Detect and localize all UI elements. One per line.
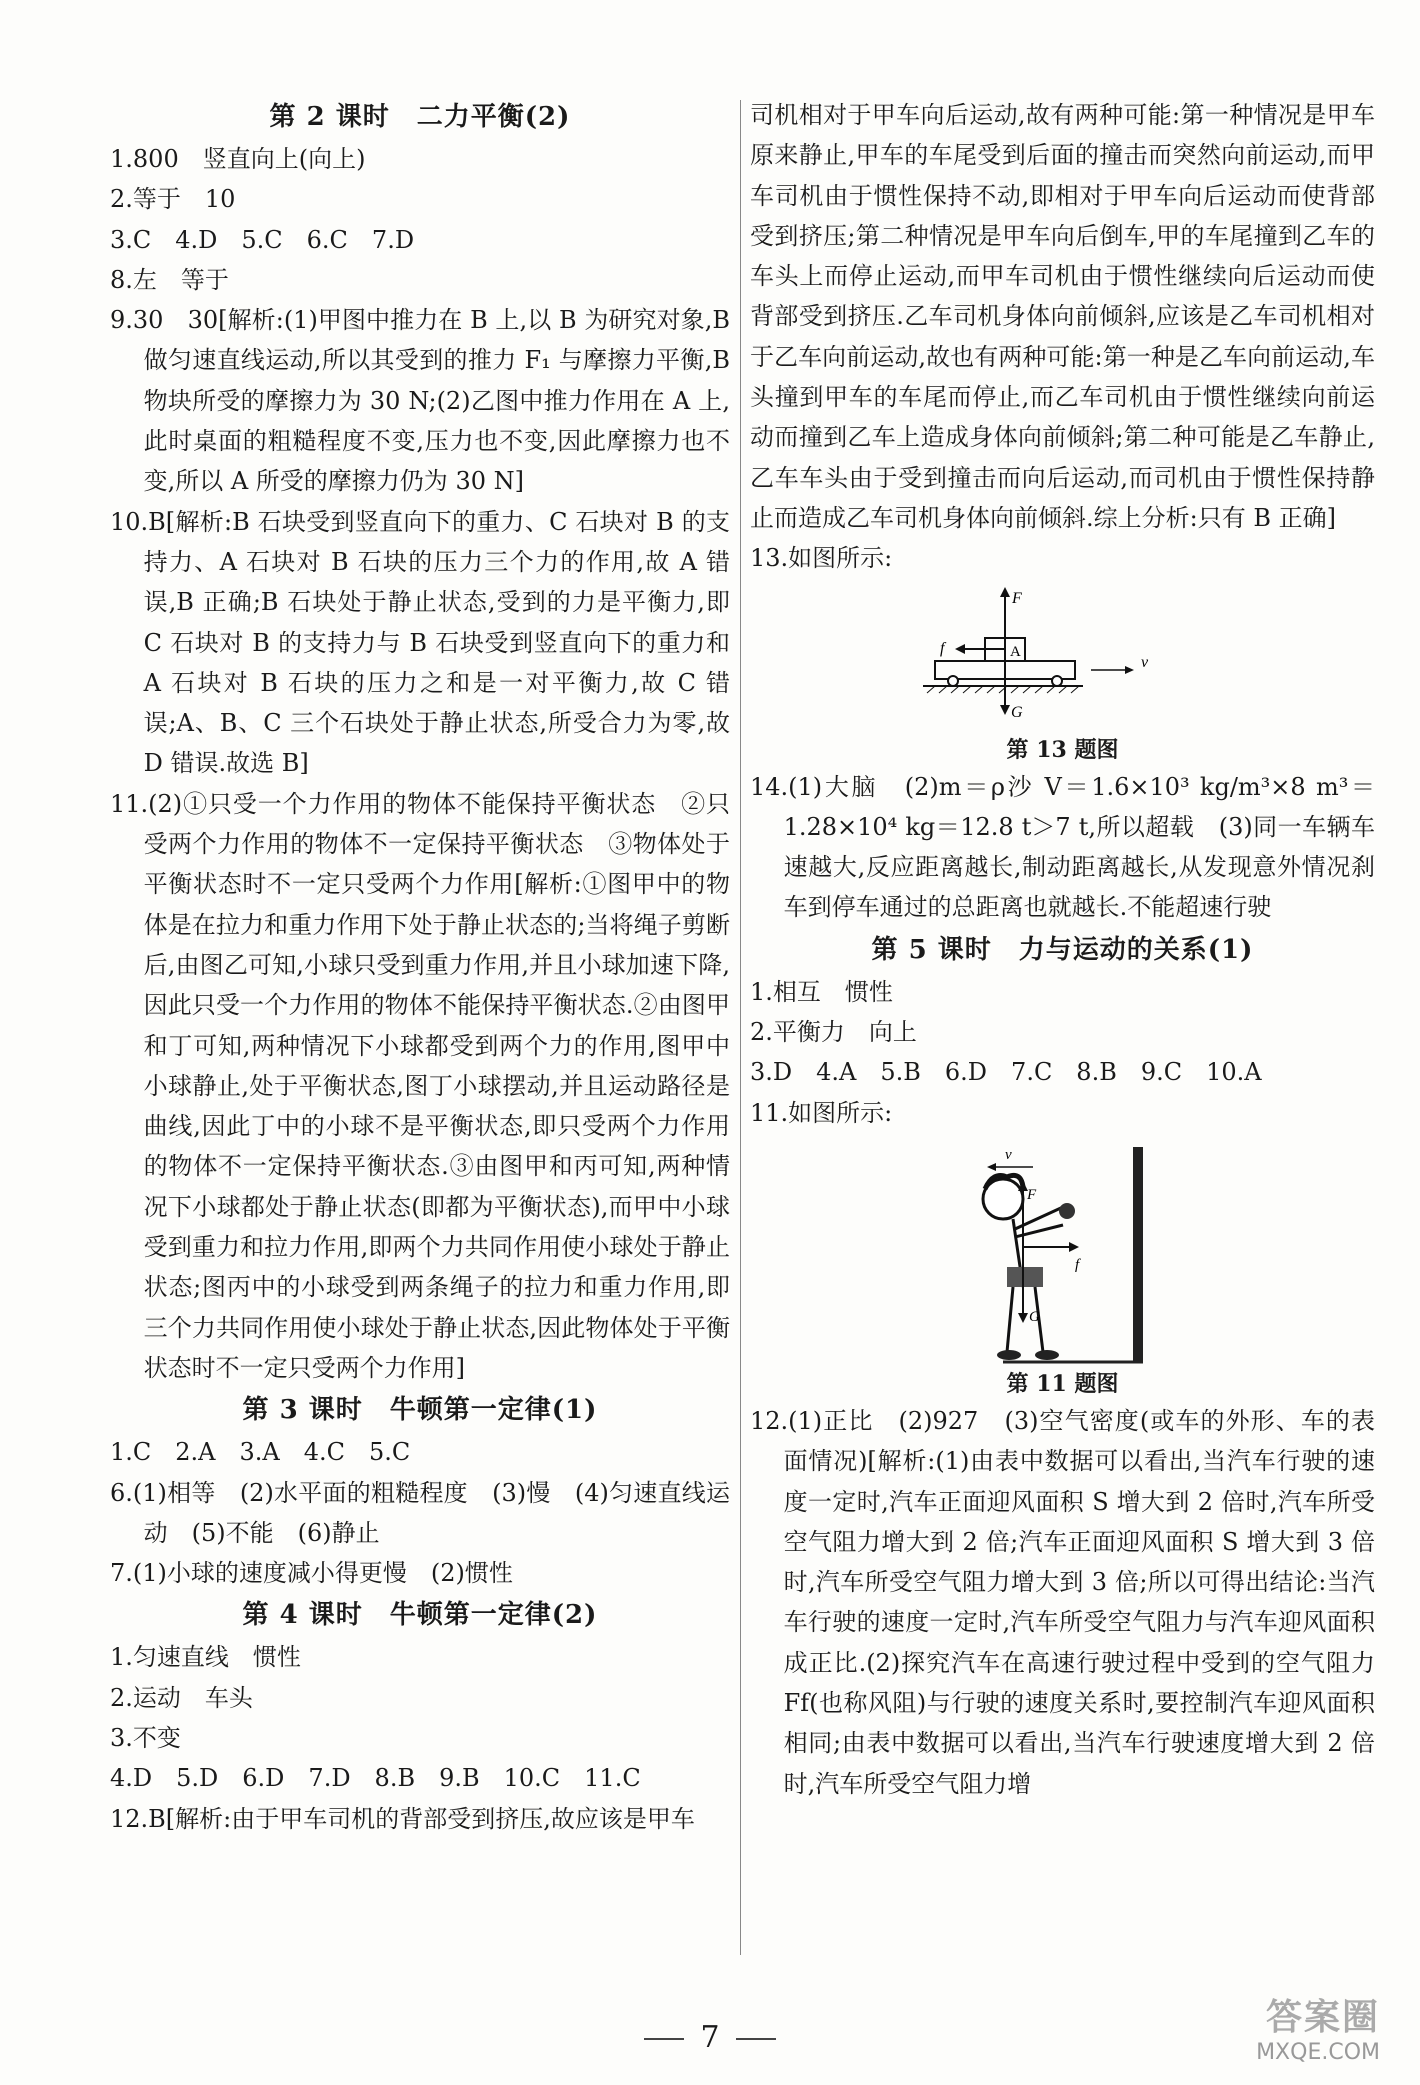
answer-item-13: 13.如图所示: xyxy=(750,544,893,573)
label-velocity: v xyxy=(1004,1146,1012,1163)
answer-line: 4.D 5.D 6.D 7.D 8.B 9.B 10.C 11.C xyxy=(110,1764,641,1793)
answer-line: 8.左 等于 xyxy=(110,265,229,294)
answer-line: 7.(1)小球的速度减小得更慢 (2)惯性 xyxy=(110,1559,513,1588)
answer-line: 3.D 4.A 5.B 6.D 7.C 8.B 9.C 10.A xyxy=(750,1058,1262,1087)
answer-item-12-start: 12.B[解析:由于甲车司机的背部受到挤压,故应该是甲车 xyxy=(110,1804,695,1833)
wall xyxy=(1133,1147,1143,1362)
answer-line: 11.如图所示: xyxy=(750,1098,893,1127)
answer-line: 6.(1)相等 (2)水平面的粗糙程度 (3)慢 (4)匀速直线运动 (5)不能 (6)静止 xyxy=(110,1478,730,1547)
ground-hatching xyxy=(927,686,1079,693)
figure-13-caption: 第 13 题图 xyxy=(1006,736,1119,763)
answer-item-12: 12.(1)正比 (2)927 (3)空气密度(或车的外形、车的表面情况)[解析:(1)由表中数据可以看出,当汽车行驶的速度一定时,汽车正面迎风面积 S 增大到 2 倍时,汽车所受空气阻力增大到 2 倍;汽车正面迎风面积 S 增大到 3 倍时,汽车所受空气阻力增大到 3 倍;所以可得出结论:当汽车行驶的速度一定时,汽车所受空气阻力与汽车迎风面积成正比.(2)探究汽车在高速行驶过程中受到的空气阻力 Ff(也称风阻)与行驶的速度关系时,要控制汽车迎风面积相同;由表中数据可以看出,当汽车行驶速度增大到 2 倍时,汽车所受空气阻力增 xyxy=(750,1406,1375,1798)
arrowhead xyxy=(987,1163,996,1171)
arrowhead xyxy=(1069,1242,1079,1252)
page-number: 7 xyxy=(0,2020,1420,2055)
right-column xyxy=(750,95,1375,1804)
label-velocity: v xyxy=(1140,653,1148,671)
cart-wheel xyxy=(1052,676,1062,686)
figure-13-force-diagram xyxy=(913,583,1213,733)
answer-item-11: 11.(2)①只受一个力作用的物体不能保持平衡状态 ②只受两个力作用的物体不一定保持平衡状态 ③物体处于平衡状态时不一定只受两个力作用[解析:①图甲中的物体是在拉力和重力作用下处于静止状态的;当将绳子剪断后,由图乙可知,小球只受到重力作用,并且小球加速下降,因此只受一个力作用的物体不能保持平衡状态.②由图甲和丁可知,两种情况下小球都受到两个力的作用,图甲中小球静止,处于平衡状态,图丁小球摆动,并且运动路径是曲线,因此丁中的小球不是平衡状态,即只受两个力作用的物体不一定保持平衡状态.③由图甲和丙可知,两种情况下小球都处于静止状态(即都为平衡状态),而甲中小球受到重力和拉力作用,即两个力共同作用使小球处于静止状态;图丙中的小球受到两条绳子的拉力和重力作用,即三个力共同作用使小球处于静止状态,因此物体处于平衡状态时不一定只受两个力作用] xyxy=(110,789,730,1382)
person-hand xyxy=(1059,1203,1075,1219)
cart-wheel xyxy=(948,676,958,686)
answer-line: 2.平衡力 向上 xyxy=(750,1018,917,1047)
section-heading-lesson-5: 第 5 课时 力与运动的关系(1) xyxy=(871,934,1254,965)
section-heading-lesson-2: 第 2 课时 二力平衡(2) xyxy=(269,102,571,132)
arrowhead xyxy=(1000,705,1010,715)
label-gravity: G xyxy=(1010,703,1023,721)
answer-line: 3.C 4.D 5.C 6.C 7.D xyxy=(110,225,415,254)
answer-line: 1.800 竖直向上(向上) xyxy=(110,145,366,173)
label-support-force: F xyxy=(1011,589,1022,607)
left-column xyxy=(110,95,730,1839)
label-friction: f xyxy=(939,639,944,657)
arrowhead xyxy=(1125,666,1134,674)
answer-line: 1.相互 惯性 xyxy=(750,977,893,1006)
answer-item-14: 14.(1)大脑 (2)m＝ρ沙 V＝1.6×10³ kg/m³×8 m³＝1.28×10⁴ kg＝12.8 t＞7 t,所以超载 (3)同一车辆车速越大,反应距离越长,制动距离越长,从发现意外情况刹车到停车通过的总距离也就越长.不能超速行驶 xyxy=(750,772,1375,922)
person-foot xyxy=(997,1350,1021,1360)
arrowhead xyxy=(1018,1313,1028,1323)
figure-11-person-pushing-wall xyxy=(963,1137,1163,1367)
answer-line: 2.运动 车头 xyxy=(110,1683,253,1712)
arrowhead xyxy=(1000,587,1010,597)
answer-line: 2.等于 10 xyxy=(110,185,236,214)
answer-line: 3.不变 xyxy=(110,1723,181,1752)
answer-line: 1.C 2.A 3.A 4.C 5.C xyxy=(110,1438,411,1467)
figure-11-caption: 第 11 题图 xyxy=(1006,1370,1119,1397)
label-a: A xyxy=(1009,643,1021,660)
column-divider xyxy=(740,100,741,1955)
answer-item-10: 10.B[解析:B 石块受到竖直向下的重力、C 石块对 B 的支持力、A 石块对 B 石块的压力三个力的作用,故 A 错误,B 正确;B 石块处于静止状态,受到的力是平衡力,即 C 石块对 B 的支持力与 B 石块受到竖直向下的重力和 A 石块对 B 石块的压力之和是一对平衡力,故 C 错误;A、B、C 三个石块处于静止状态,所受合力为零,故 D 错误.故选 B] xyxy=(110,507,730,778)
arrowhead xyxy=(955,644,965,654)
section-heading-lesson-3: 第 3 课时 牛顿第一定律(1) xyxy=(242,1395,598,1426)
person-shorts xyxy=(1007,1267,1043,1287)
label-gravity: G xyxy=(1028,1308,1040,1325)
person-foot xyxy=(1035,1350,1059,1360)
label-friction: f xyxy=(1074,1256,1079,1273)
watermark-logo: 答案圈 MXQE.COM xyxy=(1256,1997,1380,2065)
label-support-force: F xyxy=(1026,1186,1036,1203)
answer-item-9: 9.30 30[解析:(1)甲图中推力在 B 上,以 B 为研究对象,B 做匀速直线运动,所以其受到的推力 F₁ 与摩擦力平衡,B 物块所受的摩擦力为 30 N;(2)乙图中推力作用在 A 上,此时桌面的粗糙程度不变,压力也不变,因此摩擦力也不变,所以 A 所受的摩擦力仍为 30 N] xyxy=(110,306,730,496)
answer-item-12-continued: 司机相对于甲车向后运动,故有两种可能:第一种情况是甲车原来静止,甲车的车尾受到后面的撞击而突然向前运动,而甲车司机由于惯性保持不动,即相对于甲车向后运动而使背部受到挤压;第二种情况是甲车向后倒车,甲的车尾撞到乙车的车头上而停止运动,而甲车司机由于惯性继续向后运动而使背部受到挤压.乙车司机身体向前倾斜,应该是乙车司机相对于乙车向前运动,故也有两种可能:第一种是乙车向前运动,车头撞到甲车的车尾而停止,而乙车司机由于惯性继续向前运动而撞到乙车上造成身体向前倾斜;第二种可能是乙车静止,乙车车头由于受到撞击而向后运动,而司机由于惯性保持静止而造成乙车司机身体向前倾斜.综上分析:只有 B 正确] xyxy=(750,101,1375,532)
answer-line: 1.匀速直线 惯性 xyxy=(110,1643,301,1672)
section-heading-lesson-4: 第 4 课时 牛顿第一定律(2) xyxy=(242,1600,598,1631)
person-leg xyxy=(1007,1287,1013,1352)
